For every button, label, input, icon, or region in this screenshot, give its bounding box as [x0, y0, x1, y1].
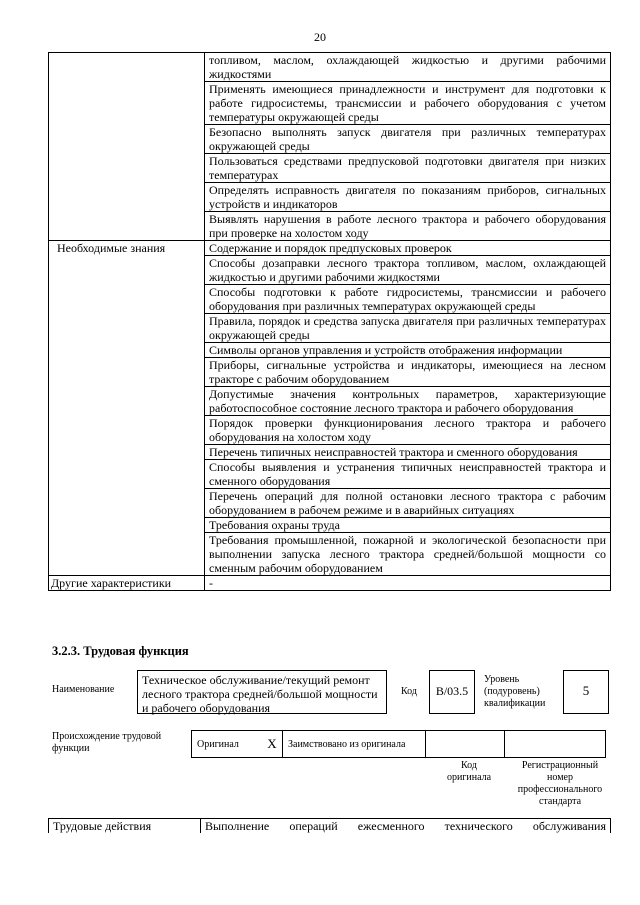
page-number: 20	[314, 30, 326, 44]
table-row	[49, 53, 611, 82]
empty-label-cell	[49, 53, 205, 241]
level-value: 5	[582, 683, 590, 698]
knowledge-cell: Требования промышленной, пожарной и экологической безопасности при выполнении запуска лесного трактора средней/большой мощности со сменным рабочим оборудованием	[205, 533, 611, 576]
knowledge-table	[48, 52, 611, 591]
name-label: Наименование	[52, 684, 115, 695]
knowledge-cell: Перечень операций для полной остановки лесного трактора с рабочим оборудованием в рабочем режиме и в аварийных ситуациях	[205, 489, 611, 518]
skill-cell: топливом, маслом, охлаждающей жидкостью и другими рабочими жидкостями	[205, 53, 611, 82]
level-box	[563, 670, 609, 714]
knowledge-cell: Допустимые значения контрольных параметров, характеризующие работоспособное состояние лесного трактора и рабочего оборудования	[205, 387, 611, 416]
origin-label: Происхождение трудовой функции	[52, 731, 162, 754]
knowledge-label: Необходимые знания	[49, 241, 205, 576]
actions-label: Трудовые действия	[49, 819, 201, 834]
table-row	[49, 241, 611, 256]
skill-cell: Безопасно выполнять запуск двигателя при различных температурах окружающей среды	[205, 125, 611, 154]
knowledge-cell: Правила, порядок и средства запуска двигателя при различных температурах окружающей среды	[205, 314, 611, 343]
function-name: Техническое обслуживание/текущий ремонт лесного трактора средней/большой мощности и рабочего оборудования	[142, 673, 378, 715]
knowledge-cell: Порядок проверки функционирования лесного трактора и рабочего оборудования на холостом ходу	[205, 416, 611, 445]
knowledge-cell: Способы дозаправки лесного трактора топливом, маслом, охлаждающей жидкостью и другими рабочими жидкостями	[205, 256, 611, 285]
knowledge-cell: Символы органов управления и устройств отображения информации	[205, 343, 611, 358]
skill-cell: Применять имеющиеся принадлежности и инструмент для подготовки к работе гидросистемы, трансмиссии и рабочего оборудования с учетом температуры окружающей среды	[205, 82, 611, 125]
registration-caption: Регистрационный номер профессионального стандарта	[517, 760, 603, 807]
original-mark: X	[262, 731, 283, 758]
skill-cell: Определять исправность двигателя по показаниям приборов, сигнальных устройств и индикаторов	[205, 183, 611, 212]
skill-cell: Пользоваться средствами предпусковой подготовки двигателя при низких температурах	[205, 154, 611, 183]
original-label: Оригинал	[192, 731, 263, 758]
origin-code-caption: Код оригинала	[446, 760, 492, 783]
level-label: Уровень (подуровень) квалификации	[484, 674, 546, 709]
code-label: Код	[401, 686, 417, 697]
function-name-box	[137, 670, 387, 714]
code-box	[429, 670, 475, 714]
knowledge-cell: Содержание и порядок предпусковых проверок	[205, 241, 611, 256]
knowledge-cell: Способы подготовки к работе гидросистемы, трансмиссии и рабочего оборудования при различных температурах окружающей среды	[205, 285, 611, 314]
borrowed-label: Заимствовано из оригинала	[283, 731, 426, 758]
other-value: -	[205, 576, 611, 591]
registration-number-cell	[505, 731, 606, 758]
table-row	[192, 731, 606, 758]
origin-code-cell	[426, 731, 505, 758]
code-value: B/03.5	[435, 684, 469, 698]
actions-text: Выполнение операций ежесменного технического обслуживания	[201, 819, 611, 834]
section-title: 3.2.3. Трудовая функция	[52, 644, 189, 658]
table-row	[49, 576, 611, 591]
skill-cell: Выявлять нарушения в работе лесного трактора и рабочего оборудования при проверке на холостом ходу	[205, 212, 611, 241]
table-row	[49, 819, 611, 834]
knowledge-cell: Приборы, сигнальные устройства и индикаторы, имеющиеся на лесном тракторе с рабочим оборудованием	[205, 358, 611, 387]
knowledge-cell: Перечень типичных неисправностей трактора и сменного оборудования	[205, 445, 611, 460]
knowledge-cell: Требования охраны труда	[205, 518, 611, 533]
actions-table	[48, 818, 611, 833]
other-label: Другие характеристики	[49, 576, 205, 591]
knowledge-cell: Способы выявления и устранения типичных неисправностей трактора и сменного оборудования	[205, 460, 611, 489]
origin-table	[191, 730, 606, 758]
